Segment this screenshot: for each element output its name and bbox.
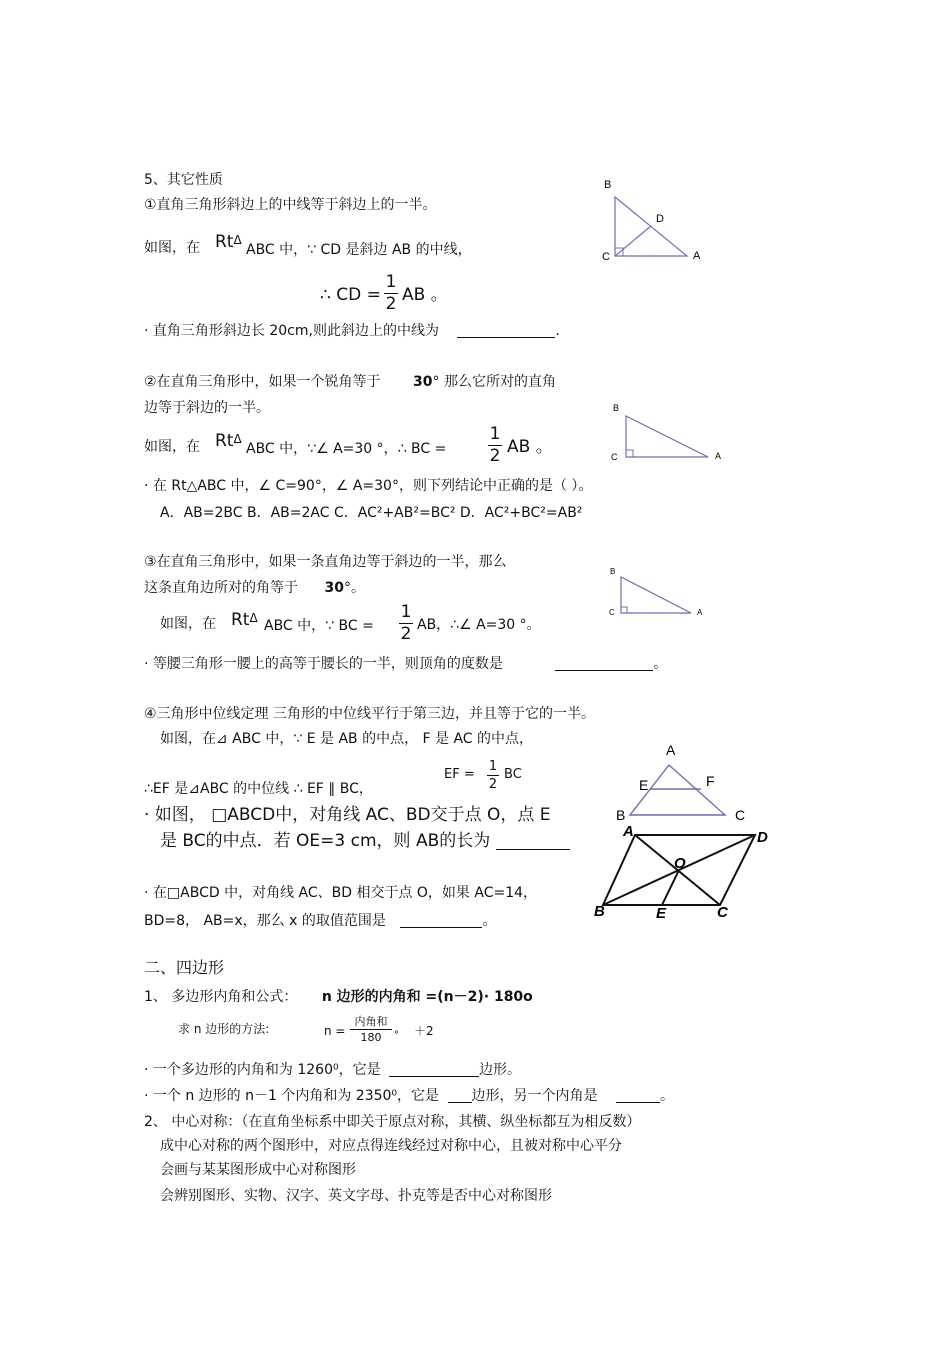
triangle-symbol: Δ — [233, 432, 242, 446]
property-2-example-rest — [246, 442, 446, 456]
label-b: B — [610, 567, 616, 576]
fraction-half — [399, 604, 413, 643]
central-symmetry-line2: 会画与某某图形成中心对称图形 — [160, 1162, 356, 1178]
rt-label — [215, 234, 242, 251]
exercise-text: BD=8， AB=x，那么 x 的取值范围是 — [144, 913, 386, 929]
label-c: C — [609, 608, 615, 617]
triangle-symbol: Δ — [249, 611, 258, 625]
median-line — [615, 226, 651, 256]
label-c: C — [735, 807, 746, 823]
exercise-polygon-2 — [144, 1088, 674, 1103]
method-n: n = — [324, 1024, 346, 1038]
label-e: E — [656, 905, 667, 922]
triangle-symbol: Δ — [233, 233, 242, 247]
conclusion-prefix: ∴ CD = — [320, 285, 381, 305]
fraction-numerator: 1 — [400, 602, 412, 622]
property-4-line2: 如图，在⊿ ABC 中，∵ E 是 AB 的中点， F 是 AC 的中点， — [160, 731, 534, 747]
method-label: 求 n 边形的方法: — [178, 1022, 270, 1036]
angle-value: 30 — [413, 374, 433, 390]
answer-blank[interactable] — [555, 656, 653, 671]
label-c: C — [602, 251, 610, 263]
property-2-line1 — [144, 375, 556, 389]
abc-text: ABC — [264, 618, 293, 634]
fraction-denominator: 2 — [489, 446, 501, 466]
example-mid: 中，∵ CD 是斜边 AB 的中线， — [279, 242, 472, 258]
property-4-line1: ④三角形中位线定理 三角形的中位线平行于第三边，并且等于它的一半。 — [144, 706, 595, 722]
rt-text: Rt — [215, 232, 234, 252]
ef-suffix: BC — [504, 767, 522, 782]
exercise-text: · 直角三角形斜边长 20cm,则此斜边上的中线为 — [144, 323, 439, 339]
fraction-numerator: 1 — [385, 272, 397, 292]
question-30-degree: · 在 Rt△ABC 中，∠ C=90°，∠ A=30°，则下列结论中正确的是（ ）。 — [144, 478, 593, 494]
fraction-denominator: 2 — [488, 777, 498, 792]
segment-oe — [662, 870, 679, 905]
label-c: C — [611, 452, 618, 462]
property-1-title: ①直角三角形斜边上的中线等于斜边上的一半。 — [144, 197, 437, 213]
exercise-suffix: . — [555, 323, 560, 339]
fraction-numerator: 内角和 — [354, 1015, 388, 1028]
triangle-shape — [621, 577, 691, 613]
method-suffix: ＋2 — [414, 1024, 434, 1038]
exercise-text: 是 BC的中点．若 OE=3 cm，则 AB的长为 — [160, 831, 491, 851]
exercise-polygon-1 — [144, 1062, 521, 1077]
method-fraction — [350, 1016, 392, 1043]
exercise-text: · 等腰三角形一腰上的高等于腰长的一半，则顶角的度数是 — [144, 656, 503, 672]
figure-midline-triangle — [608, 740, 758, 830]
item-prefix: 1、 多边形内角和公式： — [144, 989, 298, 1005]
central-symmetry-line3: 会辨别图形、实物、汉字、英文字母、扑克等是否中心对称图形 — [160, 1188, 552, 1204]
label-a: A — [715, 451, 722, 461]
label-e: E — [639, 777, 649, 793]
fraction-denominator: 180 — [360, 1031, 382, 1044]
fraction-denominator: 2 — [400, 624, 412, 644]
abc-text: ABC — [246, 441, 275, 457]
right-angle-mark — [621, 607, 627, 613]
exercise-suffix: 。 — [653, 656, 668, 672]
exercise-isosceles — [144, 656, 667, 671]
example-mid: 中，∵∠ A=30 °，∴ BC = — [279, 441, 447, 457]
rt-text: Rt — [215, 431, 234, 451]
ef-prefix: EF = — [444, 767, 475, 782]
exercise-range-line1: · 在□ABCD 中，对角线 AC、BD 相交于点 O，如果 AC=14， — [144, 885, 538, 901]
rt-label — [215, 433, 242, 450]
abc-text: ABC — [246, 242, 275, 258]
answer-blank[interactable] — [496, 833, 570, 850]
label-b: B — [594, 903, 605, 920]
fraction-half — [487, 760, 499, 791]
fraction-bar — [350, 1029, 392, 1030]
label-b: B — [604, 179, 612, 191]
right-angle-mark — [626, 450, 633, 457]
rt-label — [231, 612, 258, 629]
part-2-heading: 二、四边形 — [144, 958, 225, 977]
label-f: F — [706, 773, 715, 789]
conclusion-suffix: AB 。 — [402, 285, 448, 305]
central-symmetry-line1: 成中心对称的两个图形中，对应点得连线经过对称中心，且被对称中心平分 — [160, 1138, 622, 1154]
angle-value: 30 — [324, 580, 344, 596]
label-d: D — [757, 829, 768, 846]
label-a: A — [666, 742, 676, 758]
exercise-parallelogram-line1: · 如图， □ABCD中，对角线 AC、BD交于点 O，点 E — [144, 805, 551, 825]
example-prefix: 如图，在 — [144, 240, 200, 256]
property-3-line2 — [144, 581, 365, 595]
exercise-suffix: 。 — [659, 1088, 674, 1104]
property-4-line3: ∴EF 是⊿ABC 的中位线 ∴ EF ∥ BC， — [144, 781, 373, 797]
central-symmetry-title: 2、 中心对称：（在直角坐标系中即关于原点对称，其横、纵坐标都互为相反数） — [144, 1114, 641, 1130]
property-2-example: 如图，在 — [144, 439, 200, 455]
label-o: O — [674, 855, 686, 872]
exercise-parallelogram-line2 — [160, 833, 570, 850]
property-3-example-rest — [264, 619, 374, 633]
property-3-line1: ③在直角三角形中，如果一条直角边等于斜边的一半，那么 — [144, 554, 507, 570]
section-heading: 5、其它性质 — [144, 172, 223, 188]
example-suffix: AB 。 — [507, 437, 553, 457]
exercise-1 — [144, 323, 560, 338]
property-2-line2: 边等于斜边的一半。 — [144, 400, 270, 416]
formula-text: n 边形的内角和 =(n－2)· 180o — [321, 989, 533, 1005]
answer-blank[interactable] — [400, 913, 482, 928]
fraction-half — [488, 426, 502, 465]
exercise-suffix: 边形。 — [479, 1062, 522, 1078]
property-3-example: 如图，在 — [160, 616, 216, 632]
line-suffix: ° 那么它所对的直角 — [432, 374, 556, 390]
exercise-range-line2 — [144, 913, 496, 928]
label-a: A — [693, 250, 701, 262]
triangle-shape — [626, 416, 708, 457]
fraction-denominator: 2 — [385, 294, 397, 314]
fraction-bar — [487, 775, 499, 776]
rt-text: Rt — [231, 610, 250, 630]
label-a: A — [623, 823, 634, 840]
line-text: ②在直角三角形中，如果一个锐角等于 — [144, 374, 381, 390]
question-options: A．AB=2BC B．AB=2AC C．AC²+AB²=BC² D．AC²+BC²=AB² — [160, 505, 583, 521]
property-1-example — [144, 241, 200, 255]
example-suffix: AB，∴∠ A=30 °。 — [417, 617, 541, 633]
answer-blank[interactable] — [616, 1088, 660, 1103]
exercise-mid: 边形，另一个内角是 — [471, 1088, 598, 1104]
label-b: B — [613, 403, 620, 413]
label-d: D — [656, 213, 664, 225]
fraction-numerator: 1 — [488, 759, 498, 774]
answer-blank[interactable] — [457, 323, 555, 338]
line-text: 这条直角边所对的角等于 — [144, 580, 298, 596]
line-suffix: °。 — [343, 580, 365, 596]
exercise-suffix: 。 — [482, 913, 497, 929]
label-a: A — [697, 608, 703, 617]
figure-30-degree-triangle-small — [606, 565, 716, 625]
degree-symbol: ° — [394, 1030, 399, 1041]
figure-median-triangle — [598, 176, 708, 266]
polygon-angle-formula — [144, 990, 533, 1004]
property-1-example-rest — [246, 243, 472, 257]
fraction-half — [384, 274, 398, 313]
exercise-text: · 一个 n 边形的 n－1 个内角和为 2350⁰，它是 — [144, 1088, 440, 1104]
answer-blank[interactable] — [448, 1088, 472, 1103]
example-mid: 中，∵ BC = — [297, 618, 374, 634]
label-b: B — [616, 807, 626, 823]
figure-30-degree-triangle — [606, 400, 726, 470]
label-c: C — [717, 904, 728, 921]
exercise-text: · 一个多边形的内角和为 1260⁰，它是 — [144, 1062, 381, 1078]
answer-blank[interactable] — [389, 1062, 479, 1077]
fraction-numerator: 1 — [489, 424, 501, 444]
figure-parallelogram — [590, 822, 780, 922]
